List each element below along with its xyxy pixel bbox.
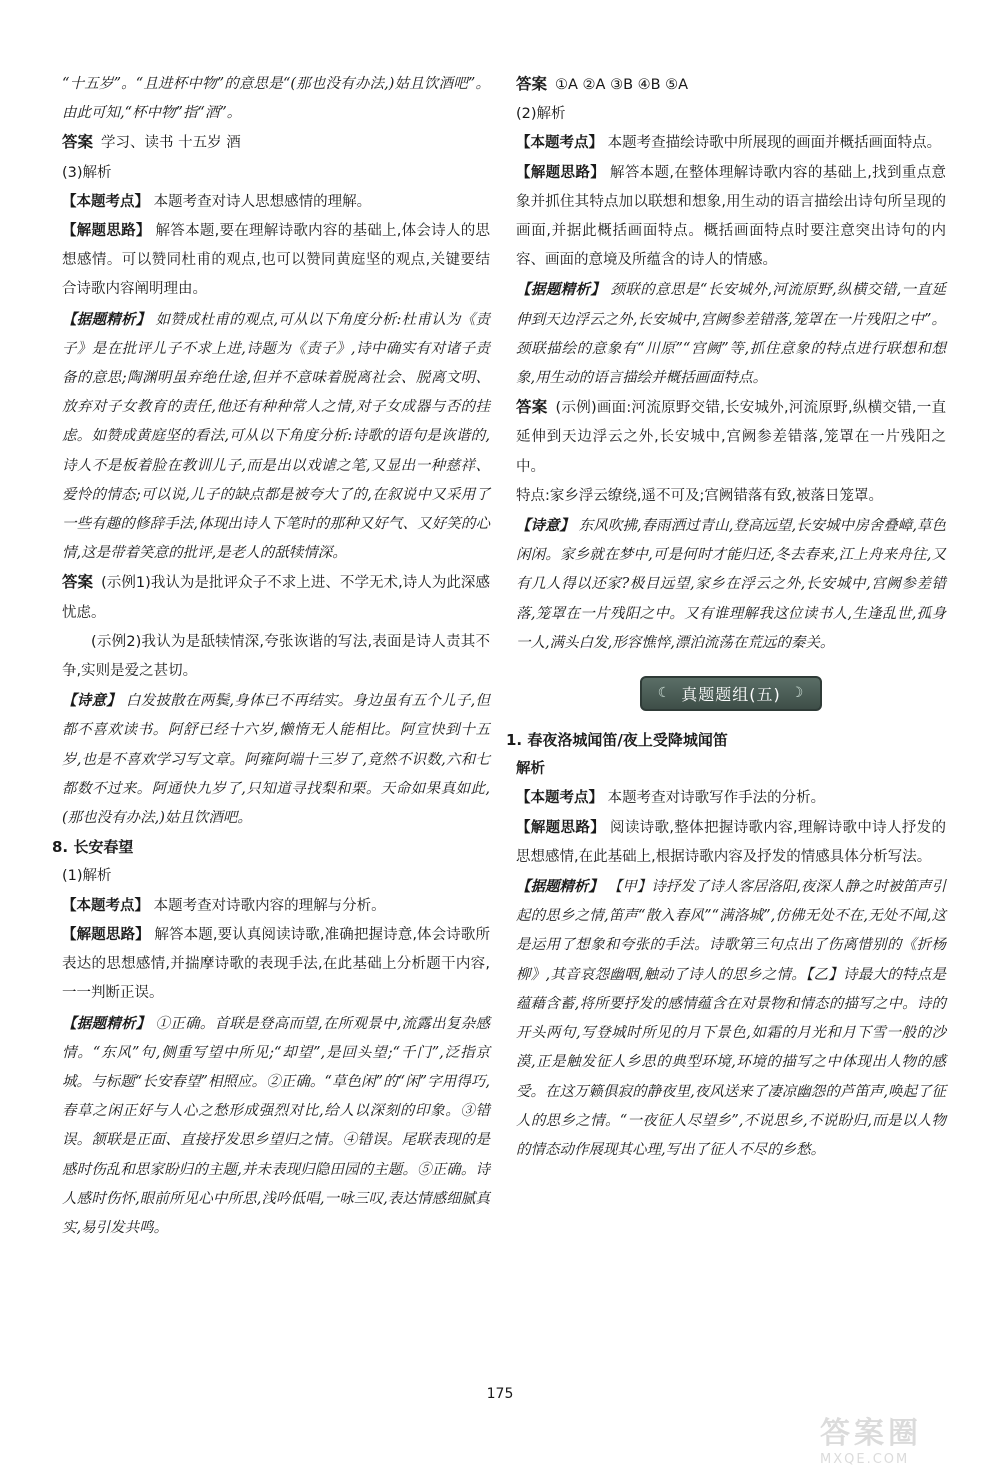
answer-line (516, 70, 946, 100)
answer-text: (示例1)我认为是批评众子不求上进、不学无术,诗人为此深感忧虑。 (62, 575, 490, 621)
section-banner-wrap (516, 668, 946, 718)
banner-title: 真题题组(五) (681, 684, 781, 704)
tag-text: 颈联的意思是“长安城外,河流原野,纵横交错,一直延伸到天边浮云之外,长安城中,宫阙参差错落,笼罩在一片残阳之中”。颈联描绘的意象有“川原”“宫阙”等,抓住意象的特点进行联想和想象,用生动的语言描绘并概括画面特点。 (516, 282, 946, 387)
paragraph: “十五岁”。“且进杯中物”的意思是“(那也没有办法,)姑且饮酒吧”。由此可知,“杯中物”指“酒”。 (62, 76, 490, 122)
answer-label: 答案 (516, 75, 548, 93)
tag-label: 【据题精析】 (62, 310, 151, 328)
tag-text: 如赞成杜甫的观点,可从以下角度分析:杜甫认为《责子》是在批评儿子不求上进,诗题为《责子》,诗中确实有对诸子责备的意思;陶渊明虽弃绝仕途,但并不意味着脱离社会、脱离文明、放弃对子女教育的责任,他还有种种常人之情,对子女成器与否的挂虑。如赞成黄庭坚的看法,可从以下角度分析:诗歌的语句是诙谐的,诗人不是板着脸在教训儿子,而是出以戏谑之笔,又显出一种慈祥、爱怜的情态;可以说,儿子的缺点都是被夸大了的,在叙说中又采用了一些有趣的修辞手法,体现出诗人下笔时的那种又好气、又好笑的心情,这是带着笑意的批评,是老人的舐犊情深。 (62, 311, 490, 562)
paragraph (62, 921, 490, 1009)
paragraph (516, 129, 946, 158)
item-title: 1. 春夜洛城闻笛/夜上受降城闻笛 (506, 731, 728, 750)
answer-label: 答案 (62, 133, 94, 152)
answer-line (62, 568, 490, 627)
section-label: (3)解析 (62, 164, 112, 181)
tag-label: 【诗意】 (62, 692, 122, 710)
paragraph (516, 275, 946, 393)
tag-label: 【据题精析】 (516, 281, 606, 299)
paragraph (516, 872, 946, 1165)
tag-label: 【本题考点】 (62, 193, 149, 210)
section-label: 解析 (516, 761, 545, 778)
paragraph (516, 511, 946, 658)
paragraph (62, 217, 490, 305)
tag-label: 【解题思路】 (516, 164, 606, 181)
tag-label: 【本题考点】 (62, 897, 149, 914)
section-banner (640, 676, 823, 711)
banner-right-ornament-icon: ☽ (790, 685, 805, 702)
paragraph: (示例2)我认为是舐犊情深,夸张诙谐的写法,表面是诗人责其不争,实则是爱之甚切。 (62, 633, 490, 680)
paragraph (62, 305, 490, 569)
left-column (52, 70, 491, 1243)
tag-text: 本题考查对诗歌内容的理解与分析。 (149, 897, 386, 914)
tag-text: 本题考查对诗歌写作手法的分析。 (603, 790, 826, 807)
watermark-title: 答案圈 (820, 1416, 922, 1451)
paragraph (62, 686, 490, 833)
paragraph (516, 814, 946, 872)
tag-text: 东风吹拂,春雨洒过青山,登高远望,长安城中房舍叠嶂,草色闲闲。家乡就在梦中,可是何时才能归还,冬去春来,江上舟来舟往,又有几人得以还家?极目远望,家乡在浮云之外,长安城中,宫阙参差错落,笼罩在一片残阳之中。又有谁理解我这位读书人,生逢乱世,孤身一人,满头白发,形容憔悴,漂泊流荡在荒远的秦关。 (516, 518, 947, 651)
page-number: 175 (486, 1386, 514, 1402)
watermark-logo (820, 1408, 990, 1467)
banner-left-ornament-icon: ☾ (657, 685, 672, 702)
answer-text: ①A ②A ③B ④B ⑤A (555, 77, 689, 93)
answer-label: 答案 (516, 398, 548, 417)
right-column (506, 70, 947, 1165)
tag-label: 【本题考点】 (516, 135, 603, 152)
tag-label: 【解题思路】 (62, 926, 150, 943)
tag-text: 解答本题,要在理解诗歌内容的基础上,体会诗人的思想感情。可以赞同杜甫的观点,也可以赞同黄庭坚的观点,关键要结合诗歌内容阐明理由。 (62, 223, 491, 298)
tag-text: 本题考查对诗人思想感情的理解。 (149, 193, 372, 210)
tag-text: 阅读诗歌,整体把握诗歌内容,理解诗歌中诗人抒发的思想感情,在此基础上,根据诗歌内容及抒发的情感具体分析写法。 (516, 819, 947, 865)
paragraph: 特点:家乡浮云缭绕,遥不可及;宫阙错落有致,被落日笼罩。 (516, 487, 883, 504)
watermark-url: MXQE.COM (820, 1452, 910, 1467)
section-label: (1)解析 (62, 868, 112, 885)
tag-text: ①正确。首联是登高而望,在所观景中,流露出复杂感情。“东风”句,侧重写望中所见;“却望”,是回头望;“千门”,泛指京城。与标题“长安春望”相照应。②正确。“草色闲”的“闲”字用得巧,春草之闲正好与人心之愁形成强烈对比,给人以深刻的印象。③错误。颔联是正面、直接抒发思乡望归之情。④错误。尾联表现的是感时伤乱和思家盼归的主题,并未表现归隐田园的主题。⑤正确。诗人感时伤怀,眼前所见心中所思,浅吟低唱,一咏三叹,表达情感细腻真实,易引发共鸣。 (62, 1015, 491, 1236)
tag-label: 【据题精析】 (62, 1014, 151, 1032)
answer-line (516, 393, 946, 482)
answer-label: 答案 (62, 573, 94, 592)
answer-line (62, 128, 490, 158)
paragraph (516, 784, 946, 813)
answer-text: (示例)画面:河流原野交错,长安城外,河流原野,纵横交错,一直延伸到天边浮云之外,长安城中,宫阙参差错落,笼罩在一片残阳之中。 (516, 400, 946, 475)
tag-label: 【诗意】 (516, 517, 575, 535)
paragraph (62, 1009, 490, 1244)
paragraph (516, 159, 946, 276)
tag-text: 本题考查描绘诗歌中所展现的画面并概括画面特点。 (603, 135, 942, 152)
answer-text: 学习、读书 十五岁 酒 (101, 135, 241, 152)
tag-text: 白发披散在两鬓,身体已不再结实。身边虽有五个儿子,但都不喜欢读书。阿舒已经十六岁,懒惰无人能相比。阿宣快到十五岁,也是不喜欢学习写文章。阿雍阿端十三岁了,竟然不识数,六和七都数不过来。阿通快九岁了,只知道寻找梨和栗。天命如果真如此,(那也没有办法,)姑且饮酒吧。 (62, 693, 491, 827)
tag-text: 解答本题,在整体理解诗歌内容的基础上,找到重点意象并抓住其特点加以联想和想象,用生动的语言描绘出诗句所呈现的画面,并据此概括画面特点。概括画面特点时要注意突出诗句的内容、画面的意境及所蕴含的诗人的情感。 (516, 164, 947, 269)
section-label: (2)解析 (516, 106, 566, 123)
paragraph (62, 188, 490, 217)
tag-text: 解答本题,要认真阅读诗歌,准确把握诗意,体会诗歌所表达的思想感情,并揣摩诗歌的表现手法,在此基础上分析题干内容,一一判断正误。 (62, 926, 491, 1002)
tag-label: 【解题思路】 (516, 819, 606, 836)
tag-text: 【甲】诗抒发了诗人客居洛阳,夜深人静之时被笛声引起的思乡之情,笛声“散入春风”“满洛城”,仿佛无处不在,无处不闻,这是运用了想象和夸张的手法。诗歌第三句点出了伤离惜别的《折杨柳》,其音哀怨幽咽,触动了诗人的思乡之情。【乙】诗最大的特点是蕴藉含蓄,将所要抒发的感情蕴含在对景物和情态的描写之中。诗的开头两句,写登城时所见的月下景色,如霜的月光和月下雪一般的沙漠,正是触发征人乡思的典型环境,环境的描写之中体现出人物的感受。在这万籁俱寂的静夜里,夜风送来了凄凉幽怨的芦笛声,唤起了征人的思乡之情。“一夜征人尽望乡”,不说思乡,不说盼归,而是以人物的情态动作展现其心理,写出了征人不尽的乡愁。 (516, 879, 947, 1158)
tag-label: 【本题考点】 (516, 790, 603, 807)
item-title: 8. 长安春望 (52, 838, 134, 857)
tag-label: 【据题精析】 (516, 878, 604, 896)
paragraph (62, 892, 490, 921)
tag-label: 【解题思路】 (62, 223, 151, 240)
